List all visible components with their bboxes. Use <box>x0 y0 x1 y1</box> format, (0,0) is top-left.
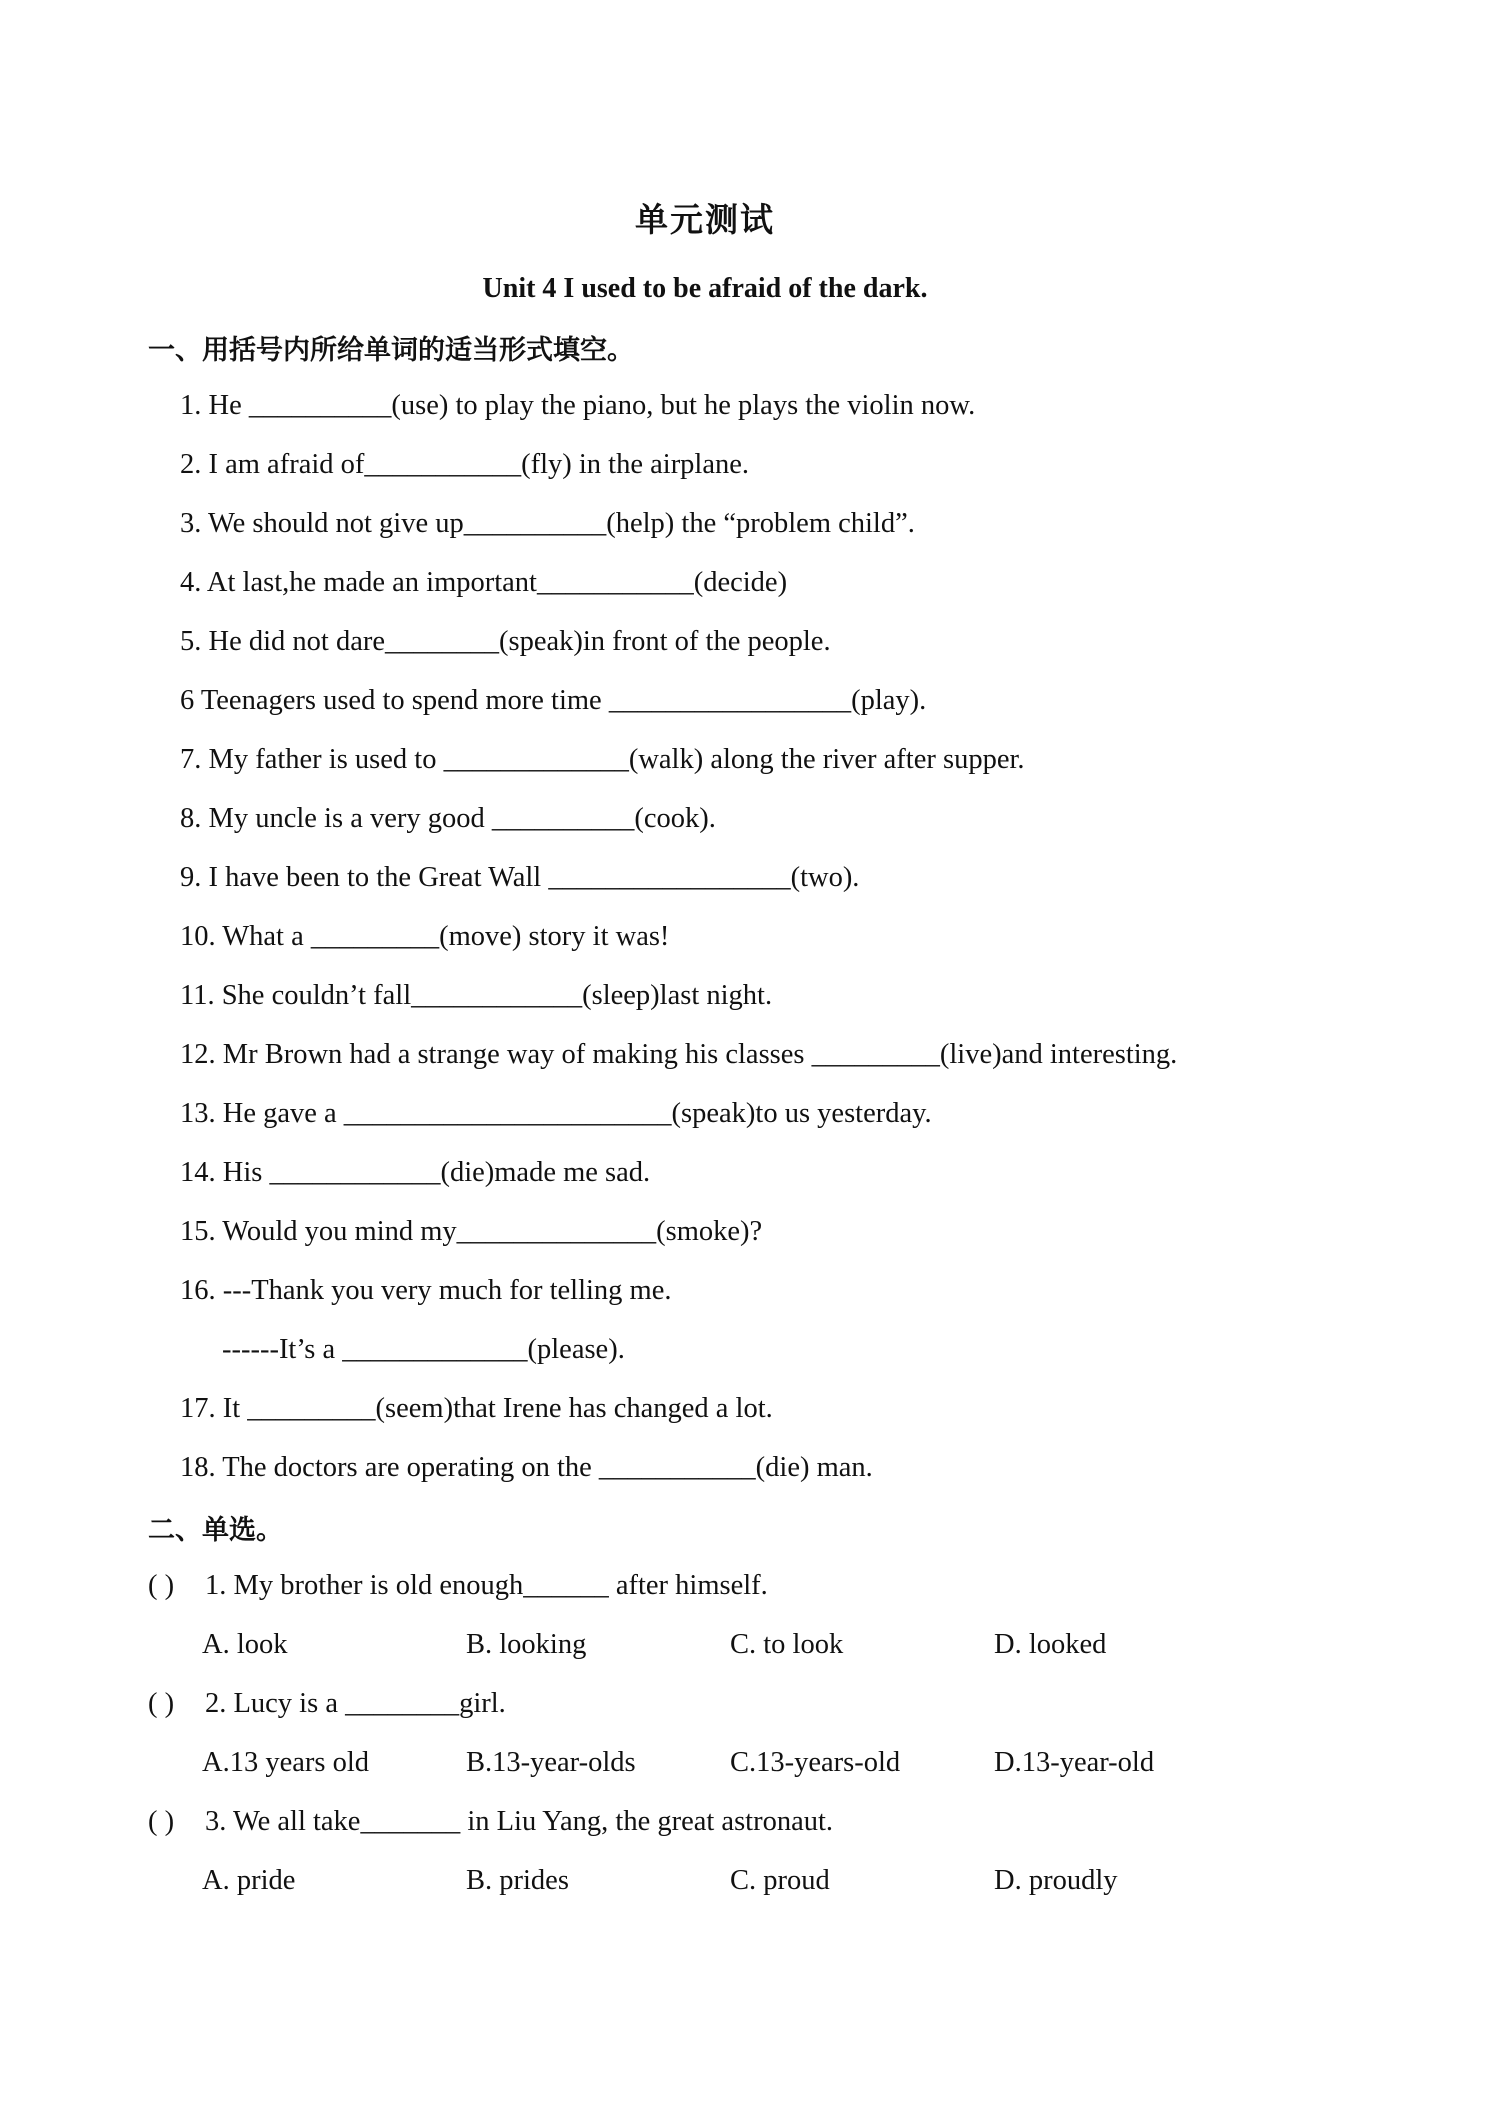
mcq-2-option-c: C.13-years-old <box>730 1747 901 1778</box>
fill-item-15: 15. Would you mind my______________(smoke)? <box>180 1216 763 1247</box>
fill-item-10: 10. What a _________(move) story it was! <box>180 921 670 952</box>
fill-item-8: 8. My uncle is a very good __________(cook). <box>180 803 716 834</box>
mcq-3-option-a: A. pride <box>202 1865 296 1896</box>
mcq-1-stem: 1. My brother is old enough______ after himself. <box>205 1570 768 1601</box>
fill-item-12: 12. Mr Brown had a strange way of making his classes _________(live)and interesting. <box>180 1039 1178 1070</box>
fill-item-14: 14. His ____________(die)made me sad. <box>180 1157 651 1188</box>
answer-bracket: ( ) <box>148 1688 175 1719</box>
fill-item-16-reply: ------It’s a _____________(please). <box>222 1334 625 1365</box>
mcq-2-option-d: D.13-year-old <box>994 1747 1155 1778</box>
fill-item-3: 3. We should not give up__________(help) the “problem child”. <box>180 508 915 539</box>
mcq-3-option-c: C. proud <box>730 1865 830 1896</box>
fill-item-13: 13. He gave a _______________________(speak)to us yesterday. <box>180 1098 932 1129</box>
fill-item-7: 7. My father is used to _____________(walk) along the river after supper. <box>180 744 1025 775</box>
fill-item-1: 1. He __________(use) to play the piano, but he plays the violin now. <box>180 390 976 421</box>
fill-item-16: 16. ---Thank you very much for telling me. <box>180 1275 672 1306</box>
fill-item-4: 4. At last,he made an important___________(decide) <box>180 567 788 598</box>
unit-subtitle: Unit 4 I used to be afraid of the dark. <box>482 273 928 304</box>
fill-item-11: 11. She couldn’t fall____________(sleep)last night. <box>180 980 773 1011</box>
mcq-1-option-d: D. looked <box>994 1629 1107 1660</box>
document-title: 单元测试 <box>635 200 775 239</box>
mcq-1-option-c: C. to look <box>730 1629 844 1660</box>
answer-bracket: ( ) <box>148 1806 175 1837</box>
fill-item-2: 2. I am afraid of___________(fly) in the airplane. <box>180 449 750 480</box>
fill-item-6: 6 Teenagers used to spend more time _________________(play). <box>180 685 927 716</box>
mcq-3-option-b: B. prides <box>466 1865 569 1896</box>
mcq-1-option-b: B. looking <box>466 1629 587 1660</box>
fill-item-18: 18. The doctors are operating on the ___________(die) man. <box>180 1452 873 1483</box>
mcq-2-option-a: A.13 years old <box>202 1747 370 1778</box>
fill-item-9: 9. I have been to the Great Wall _________________(two). <box>180 862 860 893</box>
section-2-heading: 二、单选。 <box>148 1515 283 1546</box>
mcq-2-stem: 2. Lucy is a ________girl. <box>205 1688 506 1719</box>
fill-item-17: 17. It _________(seem)that Irene has changed a lot. <box>180 1393 773 1424</box>
mcq-1-option-a: A. look <box>202 1629 288 1660</box>
section-1-heading: 一、用括号内所给单词的适当形式填空。 <box>148 335 634 366</box>
fill-item-5: 5. He did not dare________(speak)in front of the people. <box>180 626 831 657</box>
mcq-3-stem: 3. We all take_______ in Liu Yang, the great astronaut. <box>205 1806 834 1837</box>
mcq-3-option-d: D. proudly <box>994 1865 1118 1896</box>
mcq-2-option-b: B.13-year-olds <box>466 1747 636 1778</box>
answer-bracket: ( ) <box>148 1570 175 1601</box>
